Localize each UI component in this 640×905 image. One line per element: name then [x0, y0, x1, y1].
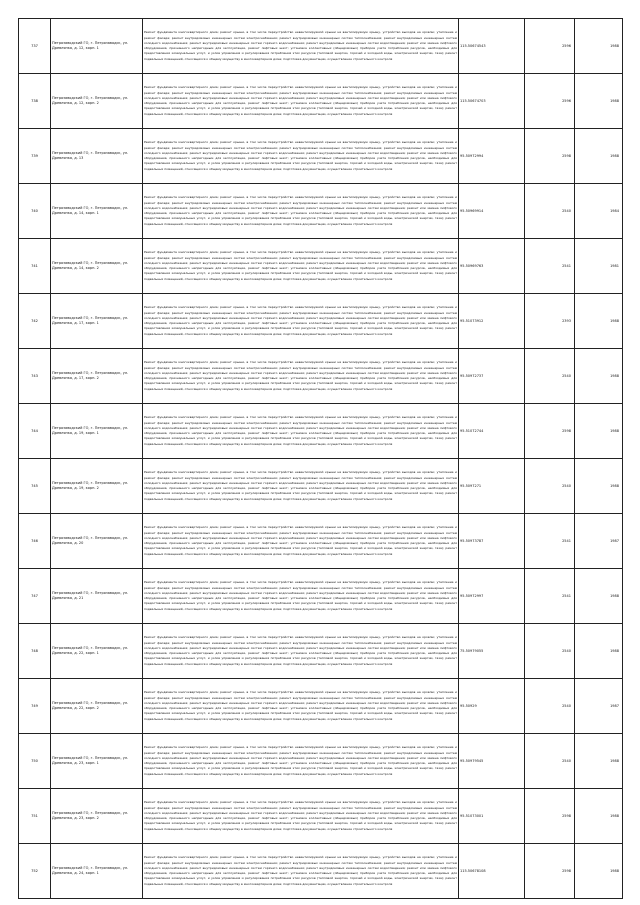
year-built-cell: 1988: [575, 294, 623, 349]
work-list-cell: Ремонт фундамента многоквартирного дома; ремонт крыши, в том числе переустройство невентилируемой крыши на вентилируемую крышу, устройство выходов на кровлю; утепление и ремонт фасада; ремонт внутридомовых инженерных систем электроснабжения; ремонт внутридомовых инженерных систем теплоснабжения; ремонт внутридомовых инженерных систем холодного водоснабжения; ремонт внутридомовых инженерных систем горячего водоснабжения; ремонт внутридомовых инженерных систем водоотведения; ремонт или замена лифтового оборудования, признанного непригодным для эксплуатации, ремонт лифтовых шахт; установка коллективных (общедомовых) приборов учета потребления ресурсов, необходимых для предоставления коммунальных услуг, и узлов управления и регулирования потребления этих ресурсов (тепловой энергии, горячей и холодной воды, электрической энергии, газа); ремонт подвальных помещений, относящихся к общему имуществу в многоквартирном доме; подготовка документации, осуществление строительного контроля: [143, 789, 459, 844]
address-cell: Петрозаводский ГО, г. Петрозаводск, ул. Древлянка, д. 22, корп. 2: [51, 679, 143, 734]
row-number: 737: [19, 19, 51, 74]
year-total-cell: 2540: [525, 349, 575, 404]
row-number: 747: [19, 569, 51, 624]
cost-cell: 95.50929: [459, 679, 525, 734]
table-row: [19, 514, 623, 569]
document-sheet: [18, 18, 622, 899]
year-total-cell: 2540: [525, 184, 575, 239]
address-cell: Петрозаводский ГО, г. Петрозаводск, ул. Древлянка, д. 17, корп. 2: [51, 349, 143, 404]
work-list-cell: Ремонт фундамента многоквартирного дома; ремонт крыши, в том числе переустройство невентилируемой крыши на вентилируемую крышу, устройство выходов на кровлю; утепление и ремонт фасада; ремонт внутридомовых инженерных систем электроснабжения; ремонт внутридомовых инженерных систем теплоснабжения; ремонт внутридомовых инженерных систем холодного водоснабжения; ремонт внутридомовых инженерных систем горячего водоснабжения; ремонт внутридомовых инженерных систем водоотведения; ремонт или замена лифтового оборудования, признанного непригодным для эксплуатации, ремонт лифтовых шахт; установка коллективных (общедомовых) приборов учета потребления ресурсов, необходимых для предоставления коммунальных услуг, и узлов управления и регулирования потребления этих ресурсов (тепловой энергии, горячей и холодной воды, электрической энергии, газа); ремонт подвальных помещений, относящихся к общему имуществу в многоквартирном доме; подготовка документации, осуществление строительного контроля: [143, 569, 459, 624]
row-number: 751: [19, 789, 51, 844]
cost-cell: 95.50969914: [459, 184, 525, 239]
address-cell: Петрозаводский ГО, г. Петрозаводск, ул. Древлянка, д. 12, корп. 1: [51, 19, 143, 74]
address-cell: Петрозаводский ГО, г. Петрозаводск, ул. Древлянка, д. 23, корп. 1: [51, 734, 143, 789]
work-list-cell: Ремонт фундамента многоквартирного дома; ремонт крыши, в том числе переустройство невентилируемой крыши на вентилируемую крышу, устройство выходов на кровлю; утепление и ремонт фасада; ремонт внутридомовых инженерных систем электроснабжения; ремонт внутридомовых инженерных систем теплоснабжения; ремонт внутридомовых инженерных систем холодного водоснабжения; ремонт внутридомовых инженерных систем горячего водоснабжения; ремонт внутридомовых инженерных систем водоотведения; ремонт или замена лифтового оборудования, признанного непригодным для эксплуатации, ремонт лифтовых шахт; установка коллективных (общедомовых) приборов учета потребления ресурсов, необходимых для предоставления коммунальных услуг, и узлов управления и регулирования потребления этих ресурсов (тепловой энергии, горячей и холодной воды, электрической энергии, газа); ремонт подвальных помещений, относящихся к общему имуществу в многоквартирном доме; подготовка документации, осуществление строительного контроля: [143, 404, 459, 459]
row-number: 743: [19, 349, 51, 404]
table-row: [19, 129, 623, 184]
overhaul-table: [18, 18, 623, 899]
year-total-cell: 2393: [525, 294, 575, 349]
address-cell: Петрозаводский ГО, г. Петрозаводск, ул. Древлянка, д. 23, корп. 2: [51, 789, 143, 844]
year-built-cell: 1987: [575, 514, 623, 569]
work-list-cell: Ремонт фундамента многоквартирного дома; ремонт крыши, в том числе переустройство невентилируемой крыши на вентилируемую крышу, устройство выходов на кровлю; утепление и ремонт фасада; ремонт внутридомовых инженерных систем электроснабжения; ремонт внутридомовых инженерных систем теплоснабжения; ремонт внутридомовых инженерных систем холодного водоснабжения; ремонт внутридомовых инженерных систем горячего водоснабжения; ремонт внутридомовых инженерных систем водоотведения; ремонт или замена лифтового оборудования, признанного непригодным для эксплуатации, ремонт лифтовых шахт; установка коллективных (общедомовых) приборов учета потребления ресурсов, необходимых для предоставления коммунальных услуг, и узлов управления и регулирования потребления этих ресурсов (тепловой энергии, горячей и холодной воды, электрической энергии, газа); ремонт подвальных помещений, относящихся к общему имуществу в многоквартирном доме; подготовка документации, осуществление строительного контроля: [143, 19, 459, 74]
year-total-cell: 2541: [525, 514, 575, 569]
year-built-cell: 1987: [575, 679, 623, 734]
year-total-cell: 2598: [525, 404, 575, 459]
year-built-cell: 1981: [575, 239, 623, 294]
year-total-cell: 2598: [525, 129, 575, 184]
work-list-cell: Ремонт фундамента многоквартирного дома; ремонт крыши, в том числе переустройство невентилируемой крыши на вентилируемую крышу, устройство выходов на кровлю; утепление и ремонт фасада; ремонт внутридомовых инженерных систем электроснабжения; ремонт внутридомовых инженерных систем теплоснабжения; ремонт внутридомовых инженерных систем холодного водоснабжения; ремонт внутридомовых инженерных систем горячего водоснабжения; ремонт внутридомовых инженерных систем водоотведения; ремонт или замена лифтового оборудования, признанного непригодным для эксплуатации, ремонт лифтовых шахт; установка коллективных (общедомовых) приборов учета потребления ресурсов, необходимых для предоставления коммунальных услуг, и узлов управления и регулирования потребления этих ресурсов (тепловой энергии, горячей и холодной воды, электрической энергии, газа); ремонт подвальных помещений, относящихся к общему имуществу в многоквартирном доме; подготовка документации, осуществление строительного контроля: [143, 74, 459, 129]
address-cell: Петрозаводский ГО, г. Петрозаводск, ул. Древлянка, д. 12, корп. 2: [51, 74, 143, 129]
year-total-cell: 2541: [525, 569, 575, 624]
year-total-cell: 2596: [525, 74, 575, 129]
year-built-cell: 1988: [575, 624, 623, 679]
cost-cell: 115.50674703: [459, 74, 525, 129]
cost-cell: 95.5097271: [459, 459, 525, 514]
row-number: 750: [19, 734, 51, 789]
row-number: 746: [19, 514, 51, 569]
year-total-cell: 2596: [525, 19, 575, 74]
table-row: [19, 459, 623, 514]
cost-cell: 95.50972994: [459, 129, 525, 184]
cost-cell: 115.50678108: [459, 844, 525, 899]
work-list-cell: Ремонт фундамента многоквартирного дома; ремонт крыши, в том числе переустройство невентилируемой крыши на вентилируемую крышу, устройство выходов на кровлю; утепление и ремонт фасада; ремонт внутридомовых инженерных систем электроснабжения; ремонт внутридомовых инженерных систем теплоснабжения; ремонт внутридомовых инженерных систем холодного водоснабжения; ремонт внутридомовых инженерных систем горячего водоснабжения; ремонт внутридомовых инженерных систем водоотведения; ремонт или замена лифтового оборудования, признанного непригодным для эксплуатации, ремонт лифтовых шахт; установка коллективных (общедомовых) приборов учета потребления ресурсов, необходимых для предоставления коммунальных услуг, и узлов управления и регулирования потребления этих ресурсов (тепловой энергии, горячей и холодной воды, электрической энергии, газа); ремонт подвальных помещений, относящихся к общему имуществу в многоквартирном доме; подготовка документации, осуществление строительного контроля: [143, 679, 459, 734]
row-number: 744: [19, 404, 51, 459]
table-row: [19, 74, 623, 129]
table-row: [19, 734, 623, 789]
table-row: [19, 789, 623, 844]
address-cell: Петрозаводский ГО, г. Петрозаводск, ул. Древлянка, д. 20: [51, 514, 143, 569]
cost-cell: 95.51073912: [459, 294, 525, 349]
address-cell: Петрозаводский ГО, г. Петрозаводск, ул. Древлянка, д. 22, корп. 1: [51, 624, 143, 679]
address-cell: Петрозаводский ГО, г. Петрозаводск, ул. Древлянка, д. 21: [51, 569, 143, 624]
year-total-cell: 2598: [525, 789, 575, 844]
address-cell: Петрозаводский ГО, г. Петрозаводск, ул. Древлянка, д. 24, корп. 1: [51, 844, 143, 899]
cost-cell: 95.50972737: [459, 349, 525, 404]
row-number: 738: [19, 74, 51, 129]
address-cell: Петрозаводский ГО, г. Петрозаводск, ул. Древлянка, д. 14, корп. 2: [51, 239, 143, 294]
address-cell: Петрозаводский ГО, г. Петрозаводск, ул. Древлянка, д. 19, корп. 1: [51, 404, 143, 459]
row-number: 740: [19, 184, 51, 239]
table-row: [19, 19, 623, 74]
year-built-cell: 1988: [575, 129, 623, 184]
row-number: 741: [19, 239, 51, 294]
row-number: 742: [19, 294, 51, 349]
address-cell: Петрозаводский ГО, г. Петрозаводск, ул. Древлянка, д. 19, корп. 2: [51, 459, 143, 514]
cost-cell: 115.50674543: [459, 19, 525, 74]
work-list-cell: Ремонт фундамента многоквартирного дома; ремонт крыши, в том числе переустройство невентилируемой крыши на вентилируемую крышу, устройство выходов на кровлю; утепление и ремонт фасада; ремонт внутридомовых инженерных систем электроснабжения; ремонт внутридомовых инженерных систем теплоснабжения; ремонт внутридомовых инженерных систем холодного водоснабжения; ремонт внутридомовых инженерных систем горячего водоснабжения; ремонт внутридомовых инженерных систем водоотведения; ремонт или замена лифтового оборудования, признанного непригодным для эксплуатации, ремонт лифтовых шахт; установка коллективных (общедомовых) приборов учета потребления ресурсов, необходимых для предоставления коммунальных услуг, и узлов управления и регулирования потребления этих ресурсов (тепловой энергии, горячей и холодной воды, электрической энергии, газа); ремонт подвальных помещений, относящихся к общему имуществу в многоквартирном доме; подготовка документации, осуществление строительного контроля: [143, 459, 459, 514]
year-total-cell: 2598: [525, 844, 575, 899]
cost-cell: 75.50979055: [459, 624, 525, 679]
cost-cell: 95.50979545: [459, 734, 525, 789]
work-list-cell: Ремонт фундамента многоквартирного дома; ремонт крыши, в том числе переустройство невентилируемой крыши на вентилируемую крышу, устройство выходов на кровлю; утепление и ремонт фасада; ремонт внутридомовых инженерных систем электроснабжения; ремонт внутридомовых инженерных систем теплоснабжения; ремонт внутридомовых инженерных систем холодного водоснабжения; ремонт внутридомовых инженерных систем горячего водоснабжения; ремонт внутридомовых инженерных систем водоотведения; ремонт или замена лифтового оборудования, признанного непригодным для эксплуатации, ремонт лифтовых шахт; установка коллективных (общедомовых) приборов учета потребления ресурсов, необходимых для предоставления коммунальных услуг, и узлов управления и регулирования потребления этих ресурсов (тепловой энергии, горячей и холодной воды, электрической энергии, газа); ремонт подвальных помещений, относящихся к общему имуществу в многоквартирном доме; подготовка документации, осуществление строительного контроля: [143, 514, 459, 569]
table-row: [19, 569, 623, 624]
table-row: [19, 349, 623, 404]
row-number: 752: [19, 844, 51, 899]
year-built-cell: 1988: [575, 569, 623, 624]
table-row: [19, 239, 623, 294]
cost-cell: 95.51072744: [459, 404, 525, 459]
work-list-cell: Ремонт фундамента многоквартирного дома; ремонт крыши, в том числе переустройство невентилируемой крыши на вентилируемую крышу, устройство выходов на кровлю; утепление и ремонт фасада; ремонт внутридомовых инженерных систем электроснабжения; ремонт внутридомовых инженерных систем теплоснабжения; ремонт внутридомовых инженерных систем холодного водоснабжения; ремонт внутридомовых инженерных систем горячего водоснабжения; ремонт внутридомовых инженерных систем водоотведения; ремонт или замена лифтового оборудования, признанного непригодным для эксплуатации, ремонт лифтовых шахт; установка коллективных (общедомовых) приборов учета потребления ресурсов, необходимых для предоставления коммунальных услуг, и узлов управления и регулирования потребления этих ресурсов (тепловой энергии, горячей и холодной воды, электрической энергии, газа); ремонт подвальных помещений, относящихся к общему имуществу в многоквартирном доме; подготовка документации, осуществление строительного контроля: [143, 239, 459, 294]
year-built-cell: 1988: [575, 404, 623, 459]
table-row: [19, 624, 623, 679]
work-list-cell: Ремонт фундамента многоквартирного дома; ремонт крыши, в том числе переустройство невентилируемой крыши на вентилируемую крышу, устройство выходов на кровлю; утепление и ремонт фасада; ремонт внутридомовых инженерных систем электроснабжения; ремонт внутридомовых инженерных систем теплоснабжения; ремонт внутридомовых инженерных систем холодного водоснабжения; ремонт внутридомовых инженерных систем горячего водоснабжения; ремонт внутридомовых инженерных систем водоотведения; ремонт или замена лифтового оборудования, признанного непригодным для эксплуатации, ремонт лифтовых шахт; установка коллективных (общедомовых) приборов учета потребления ресурсов, необходимых для предоставления коммунальных услуг, и узлов управления и регулирования потребления этих ресурсов (тепловой энергии, горячей и холодной воды, электрической энергии, газа); ремонт подвальных помещений, относящихся к общему имуществу в многоквартирном доме; подготовка документации, осуществление строительного контроля: [143, 844, 459, 899]
year-total-cell: 2540: [525, 459, 575, 514]
work-list-cell: Ремонт фундамента многоквартирного дома; ремонт крыши, в том числе переустройство невентилируемой крыши на вентилируемую крышу, устройство выходов на кровлю; утепление и ремонт фасада; ремонт внутридомовых инженерных систем электроснабжения; ремонт внутридомовых инженерных систем теплоснабжения; ремонт внутридомовых инженерных систем холодного водоснабжения; ремонт внутридомовых инженерных систем горячего водоснабжения; ремонт внутридомовых инженерных систем водоотведения; ремонт или замена лифтового оборудования, признанного непригодным для эксплуатации, ремонт лифтовых шахт; установка коллективных (общедомовых) приборов учета потребления ресурсов, необходимых для предоставления коммунальных услуг, и узлов управления и регулирования потребления этих ресурсов (тепловой энергии, горячей и холодной воды, электрической энергии, газа); ремонт подвальных помещений, относящихся к общему имуществу в многоквартирном доме; подготовка документации, осуществление строительного контроля: [143, 349, 459, 404]
row-number: 745: [19, 459, 51, 514]
cost-cell: 95.51073001: [459, 789, 525, 844]
year-built-cell: 1988: [575, 734, 623, 789]
year-built-cell: 1988: [575, 74, 623, 129]
year-built-cell: 1988: [575, 844, 623, 899]
year-total-cell: 2540: [525, 734, 575, 789]
work-list-cell: Ремонт фундамента многоквартирного дома; ремонт крыши, в том числе переустройство невентилируемой крыши на вентилируемую крышу, устройство выходов на кровлю; утепление и ремонт фасада; ремонт внутридомовых инженерных систем электроснабжения; ремонт внутридомовых инженерных систем теплоснабжения; ремонт внутридомовых инженерных систем холодного водоснабжения; ремонт внутридомовых инженерных систем горячего водоснабжения; ремонт внутридомовых инженерных систем водоотведения; ремонт или замена лифтового оборудования, признанного непригодным для эксплуатации, ремонт лифтовых шахт; установка коллективных (общедомовых) приборов учета потребления ресурсов, необходимых для предоставления коммунальных услуг, и узлов управления и регулирования потребления этих ресурсов (тепловой энергии, горячей и холодной воды, электрической энергии, газа); ремонт подвальных помещений, относящихся к общему имуществу в многоквартирном доме; подготовка документации, осуществление строительного контроля: [143, 184, 459, 239]
address-cell: Петрозаводский ГО, г. Петрозаводск, ул. Древлянка, д. 14, корп. 1: [51, 184, 143, 239]
cost-cell: 95.50973787: [459, 514, 525, 569]
table-row: [19, 294, 623, 349]
work-list-cell: Ремонт фундамента многоквартирного дома; ремонт крыши, в том числе переустройство невентилируемой крыши на вентилируемую крышу, устройство выходов на кровлю; утепление и ремонт фасада; ремонт внутридомовых инженерных систем электроснабжения; ремонт внутридомовых инженерных систем теплоснабжения; ремонт внутридомовых инженерных систем холодного водоснабжения; ремонт внутридомовых инженерных систем горячего водоснабжения; ремонт внутридомовых инженерных систем водоотведения; ремонт или замена лифтового оборудования, признанного непригодным для эксплуатации, ремонт лифтовых шахт; установка коллективных (общедомовых) приборов учета потребления ресурсов, необходимых для предоставления коммунальных услуг, и узлов управления и регулирования потребления этих ресурсов (тепловой энергии, горячей и холодной воды, электрической энергии, газа); ремонт подвальных помещений, относящихся к общему имуществу в многоквартирном доме; подготовка документации, осуществление строительного контроля: [143, 624, 459, 679]
year-built-cell: 1988: [575, 19, 623, 74]
row-number: 749: [19, 679, 51, 734]
year-total-cell: 2540: [525, 624, 575, 679]
year-built-cell: 1984: [575, 184, 623, 239]
table-row: [19, 404, 623, 459]
year-built-cell: 1988: [575, 459, 623, 514]
table-row: [19, 184, 623, 239]
address-cell: Петрозаводский ГО, г. Петрозаводск, ул. Древлянка, д. 17, корп. 1: [51, 294, 143, 349]
year-built-cell: 1988: [575, 349, 623, 404]
cost-cell: 95.50972997: [459, 569, 525, 624]
work-list-cell: Ремонт фундамента многоквартирного дома; ремонт крыши, в том числе переустройство невентилируемой крыши на вентилируемую крышу, устройство выходов на кровлю; утепление и ремонт фасада; ремонт внутридомовых инженерных систем электроснабжения; ремонт внутридомовых инженерных систем теплоснабжения; ремонт внутридомовых инженерных систем холодного водоснабжения; ремонт внутридомовых инженерных систем горячего водоснабжения; ремонт внутридомовых инженерных систем водоотведения; ремонт или замена лифтового оборудования, признанного непригодным для эксплуатации, ремонт лифтовых шахт; установка коллективных (общедомовых) приборов учета потребления ресурсов, необходимых для предоставления коммунальных услуг, и узлов управления и регулирования потребления этих ресурсов (тепловой энергии, горячей и холодной воды, электрической энергии, газа); ремонт подвальных помещений, относящихся к общему имуществу в многоквартирном доме; подготовка документации, осуществление строительного контроля: [143, 129, 459, 184]
work-list-cell: Ремонт фундамента многоквартирного дома; ремонт крыши, в том числе переустройство невентилируемой крыши на вентилируемую крышу, устройство выходов на кровлю; утепление и ремонт фасада; ремонт внутридомовых инженерных систем электроснабжения; ремонт внутридомовых инженерных систем теплоснабжения; ремонт внутридомовых инженерных систем холодного водоснабжения; ремонт внутридомовых инженерных систем горячего водоснабжения; ремонт внутридомовых инженерных систем водоотведения; ремонт или замена лифтового оборудования, признанного непригодным для эксплуатации, ремонт лифтовых шахт; установка коллективных (общедомовых) приборов учета потребления ресурсов, необходимых для предоставления коммунальных услуг, и узлов управления и регулирования потребления этих ресурсов (тепловой энергии, горячей и холодной воды, электрической энергии, газа); ремонт подвальных помещений, относящихся к общему имуществу в многоквартирном доме; подготовка документации, осуществление строительного контроля: [143, 294, 459, 349]
year-total-cell: 2541: [525, 239, 575, 294]
work-list-cell: Ремонт фундамента многоквартирного дома; ремонт крыши, в том числе переустройство невентилируемой крыши на вентилируемую крышу, устройство выходов на кровлю; утепление и ремонт фасада; ремонт внутридомовых инженерных систем электроснабжения; ремонт внутридомовых инженерных систем теплоснабжения; ремонт внутридомовых инженерных систем холодного водоснабжения; ремонт внутридомовых инженерных систем горячего водоснабжения; ремонт внутридомовых инженерных систем водоотведения; ремонт или замена лифтового оборудования, признанного непригодным для эксплуатации, ремонт лифтовых шахт; установка коллективных (общедомовых) приборов учета потребления ресурсов, необходимых для предоставления коммунальных услуг, и узлов управления и регулирования потребления этих ресурсов (тепловой энергии, горячей и холодной воды, электрической энергии, газа); ремонт подвальных помещений, относящихся к общему имуществу в многоквартирном доме; подготовка документации, осуществление строительного контроля: [143, 734, 459, 789]
year-built-cell: 1988: [575, 789, 623, 844]
year-total-cell: 2540: [525, 679, 575, 734]
cost-cell: 95.50969763: [459, 239, 525, 294]
row-number: 748: [19, 624, 51, 679]
table-row: [19, 679, 623, 734]
address-cell: Петрозаводский ГО, г. Петрозаводск, ул. Древлянка, д. 13: [51, 129, 143, 184]
row-number: 739: [19, 129, 51, 184]
table-row: [19, 844, 623, 899]
